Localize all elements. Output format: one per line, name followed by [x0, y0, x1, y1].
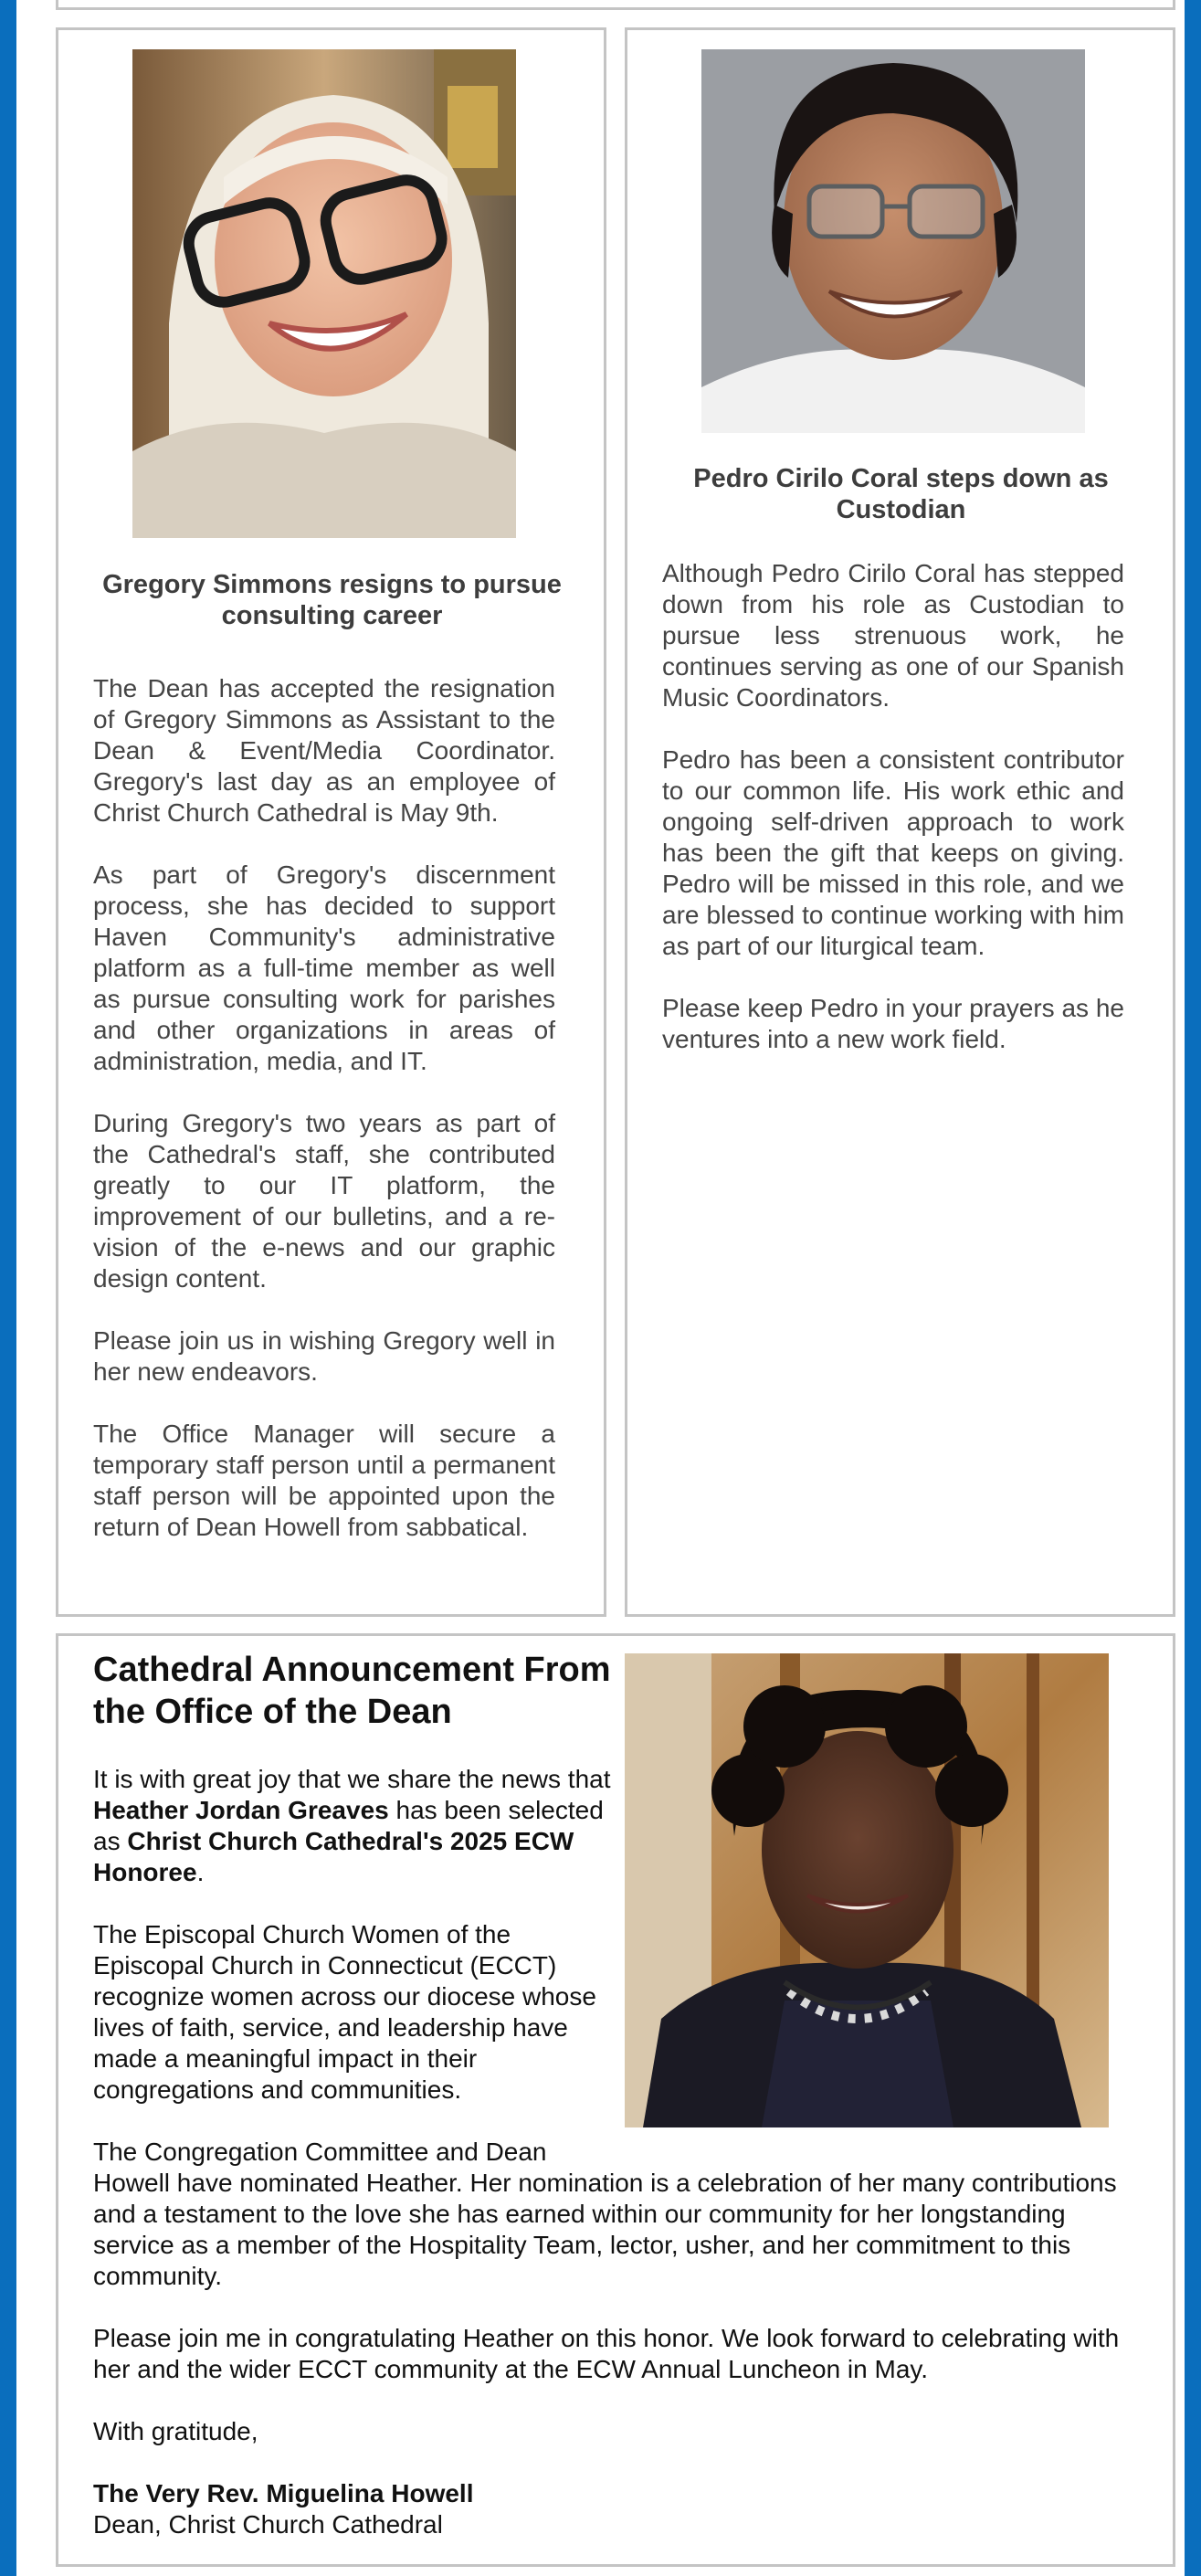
- pedro-paragraph: Please keep Pedro in your prayers as he ventures into a new work field.: [662, 994, 1124, 1053]
- gregory-paragraph: The Office Manager will secure a temporary staff person until a permanent staff person will be appointed upon the return of Dean Howell from sabbatical.: [93, 1420, 555, 1541]
- congratulations-paragraph: Please join me in congratulating Heather on this honor. We look forward to celebrating with her and the wider ECCT community at the ECW Annual Luncheon in May.: [93, 2324, 1120, 2383]
- pedro-story-card: [625, 27, 1175, 1617]
- pedro-story-title: Pedro Cirilo Coral steps down as Custodian: [693, 464, 1109, 524]
- gregory-paragraph: Please join us in wishing Gregory well in her new endeavors.: [93, 1326, 555, 1386]
- closing-line: With gratitude,: [93, 2417, 258, 2445]
- intro-text: .: [196, 1858, 205, 1886]
- dean-announcement-card: [56, 1633, 1175, 2567]
- signature-name: The Very Rev. Miguelina Howell: [93, 2479, 474, 2507]
- announcement-body: [93, 1764, 1123, 2571]
- gregory-story-card: [56, 27, 606, 1617]
- newsletter-page: [16, 0, 1185, 2576]
- committee-paragraph: [93, 2137, 1123, 2292]
- pedro-photo: [701, 49, 1085, 433]
- pedro-story-body: [662, 558, 1124, 1086]
- gregory-paragraph: During Gregory's two years as part of the Cathedral's staff, she contributed greatly to our IT platform, the improvement of our bulletins, and a re-vision of the e-news and our graphic design content.: [93, 1109, 555, 1293]
- committee-line-rest: Howell have nominated Heather. Her nomination is a celebration of her many contributions and a testament to the love she has earned within our community for her longstanding service as a member of the Hospitality Team, lector, usher, and her commitment to this community.: [93, 2169, 1117, 2290]
- signature-block: [93, 2478, 1123, 2540]
- pedro-paragraph: Pedro has been a consistent contributor to our common life. His work ethic and ongoing self-driven approach to work has been the gift that keeps on giving. Pedro will be missed in this role, and we are blessed to continue working with him as part of our liturgical team.: [662, 745, 1124, 960]
- pedro-paragraph: Although Pedro Cirilo Coral has stepped down from his role as Custodian to pursue less strenuous work, he continues serving as one of our Spanish Music Coordinators.: [662, 559, 1124, 712]
- gregory-photo: [132, 49, 516, 538]
- gregory-paragraph: As part of Gregory's discernment process, she has decided to support Haven Community's administrative platform as a full-time member as well as pursue consulting work for parishes and other organizations in areas of administration, media, and IT.: [93, 860, 555, 1075]
- announcement-heading: Cathedral Announcement From the Office of the Dean: [93, 1651, 611, 1731]
- ecw-paragraph: The Episcopal Church Women of the Episcopal Church in Connecticut (ECCT) recognize women across our diocese whose lives of faith, service, and leadership have made a meaningful impact in their congregations and communities.: [93, 1920, 596, 2104]
- previous-section-box: [56, 0, 1175, 10]
- honoree-name: Heather Jordan Greaves: [93, 1796, 389, 1824]
- intro-text: It is with great joy that we share the news that: [93, 1765, 611, 1793]
- intro-text: has been selected as: [93, 1796, 604, 1855]
- committee-line-1: The Congregation Committee and Dean: [93, 2138, 547, 2166]
- gregory-story-title: Gregory Simmons resigns to pursue consulting career: [102, 570, 562, 630]
- gregory-story-body: [93, 673, 555, 1574]
- signature-title: Dean, Christ Church Cathedral: [93, 2510, 443, 2539]
- announcement-intro: [93, 1764, 618, 1888]
- honor-title: Christ Church Cathedral's 2025 ECW Honoree: [93, 1827, 574, 1886]
- gregory-paragraph: The Dean has accepted the resignation of Gregory Simmons as Assistant to the Dean & Event/Media Coordinator. Gregory's last day as an employee of Christ Church Cathedral is May 9th.: [93, 674, 555, 827]
